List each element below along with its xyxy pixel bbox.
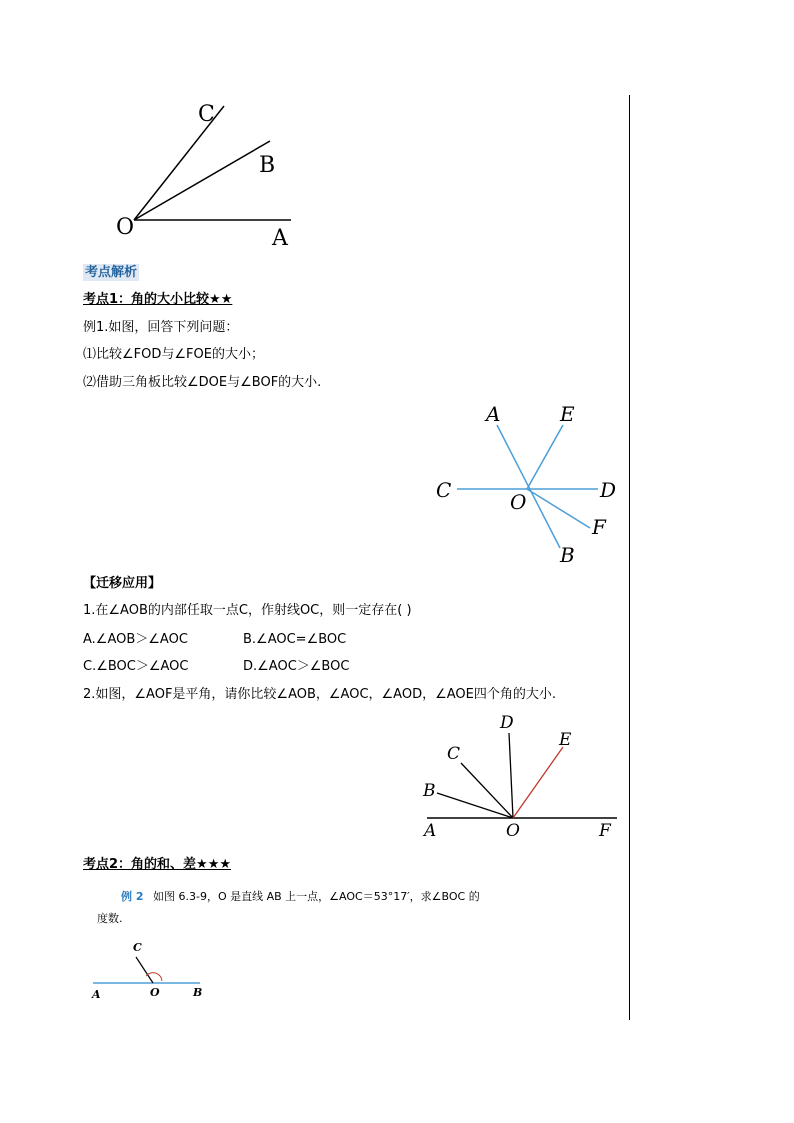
label-b: B [259, 153, 276, 178]
point2-title: 考点2：角的和、差★★★ [83, 857, 232, 872]
label-o: O [116, 215, 135, 240]
label-f: F [592, 515, 606, 539]
example2-text-cont: 度数. [97, 912, 123, 925]
label-c: C [133, 941, 142, 954]
example1-q2: ⑵借助三角板比较∠DOE与∠BOF的大小. [83, 375, 322, 390]
point1-title: 考点1：角的大小比较★★ [83, 292, 233, 307]
transfer-q2: 2.如图，∠AOF是平角，请你比较∠AOB，∠AOC，∠AOD，∠AOE四个角的大小. [83, 687, 556, 702]
label-e: E [559, 730, 572, 750]
label-a: A [424, 821, 437, 841]
label-a: A [486, 402, 501, 426]
transfer-q1: 1.在∠AOB的内部任取一点C，作射线OC，则一定存在( ) [83, 603, 412, 618]
label-o: O [510, 490, 527, 514]
label-a: A [272, 226, 288, 251]
label-c: C [447, 744, 461, 764]
transfer-title: 【迁移应用】 [83, 576, 162, 591]
option-a: A.∠AOB＞∠AOC [83, 632, 188, 647]
label-f: F [599, 821, 611, 841]
label-e: E [560, 402, 575, 426]
example1-title: 例1.如图，回答下列问题： [83, 320, 239, 335]
label-o: O [506, 821, 520, 841]
example2-text: 如图 6.3-9，O 是直线 AB 上一点，∠AOC＝53°17′，求∠BOC 的 [152, 890, 480, 903]
label-b: B [193, 986, 203, 999]
label-b: B [423, 781, 436, 801]
option-d: D.∠AOC＞∠BOC [243, 659, 350, 674]
example2-label: 例 2 [121, 890, 144, 903]
label-c: C [198, 102, 215, 127]
label-d: D [600, 478, 617, 502]
option-c: C.∠BOC＞∠AOC [83, 659, 189, 674]
label-a: A [92, 988, 101, 1001]
label-b: B [560, 543, 575, 567]
label-c: C [436, 478, 452, 502]
section-title: 考点解析 [85, 265, 138, 280]
label-o: O [150, 986, 160, 999]
example1-q1: ⑴比较∠FOD与∠FOE的大小； [83, 347, 264, 362]
label-d: D [500, 713, 514, 733]
option-b: B.∠AOC=∠BOC [243, 632, 347, 647]
